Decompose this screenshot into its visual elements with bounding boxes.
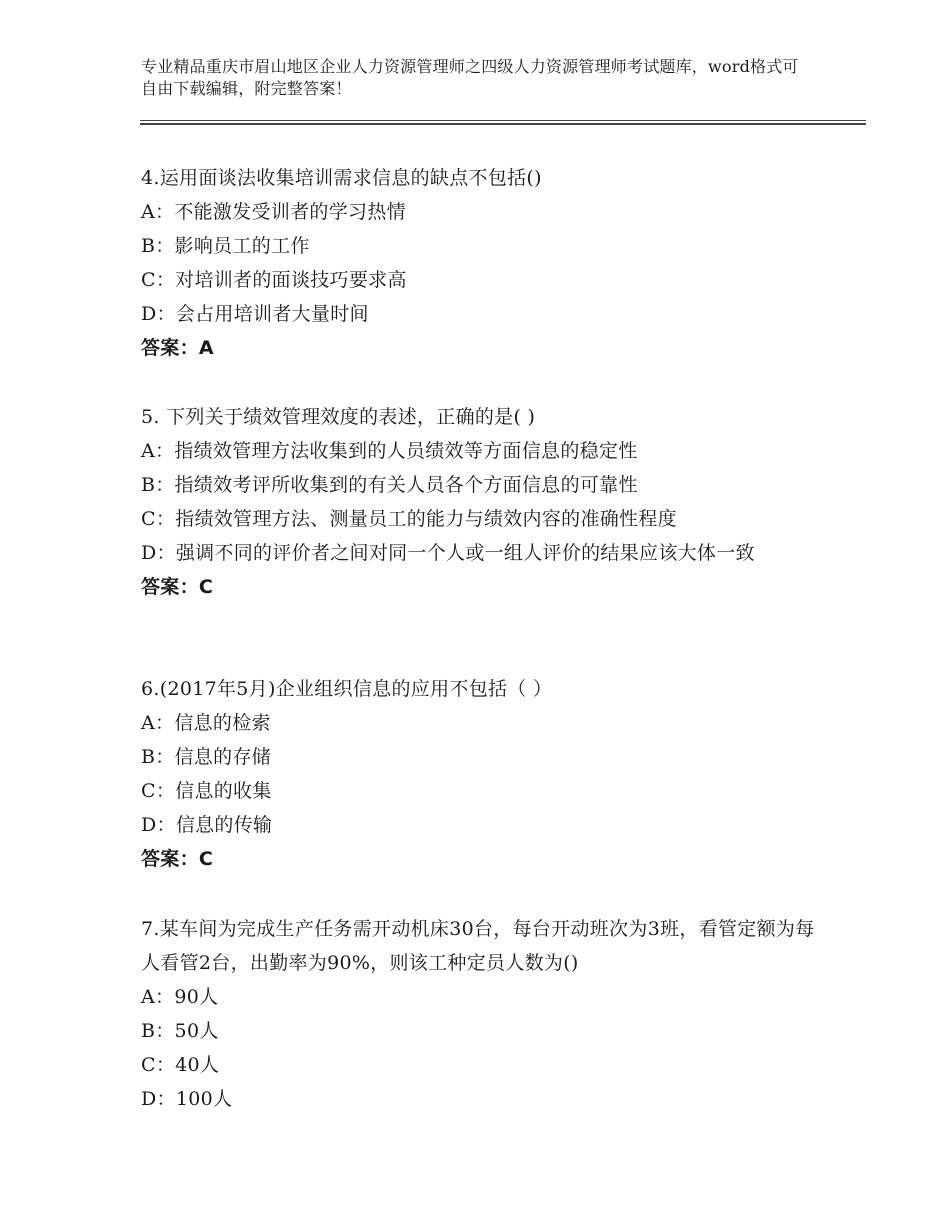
option-a: A：90人	[141, 986, 219, 1008]
option-a: A：不能激发受训者的学习热情	[141, 201, 406, 223]
question-title: 4.运用面谈法收集培训需求信息的缺点不包括()	[141, 167, 542, 189]
option-d: D：强调不同的评价者之间对同一个人或一组人评价的结果应该大体一致	[141, 542, 755, 564]
question-title: 5. 下列关于绩效管理效度的表述，正确的是( )	[141, 406, 536, 428]
option-d: D：信息的传输	[141, 814, 273, 836]
option-b: B：信息的存储	[141, 746, 272, 768]
option-a: A：指绩效管理方法收集到的人员绩效等方面信息的稳定性	[141, 440, 638, 462]
option-c: C：对培训者的面谈技巧要求高	[141, 269, 407, 291]
header-divider	[140, 120, 866, 125]
question-7	[141, 912, 821, 1116]
answer-label: 答案：C	[141, 576, 214, 598]
option-b: B：指绩效考评所收集到的有关人员各个方面信息的可靠性	[141, 474, 638, 496]
option-c: C：信息的收集	[141, 780, 272, 802]
document-header	[141, 56, 801, 100]
answer-label: 答案：C	[141, 848, 214, 870]
question-4	[141, 161, 821, 365]
header-text: 专业精品重庆市眉山地区企业人力资源管理师之四级人力资源管理师考试题库，word格式可自由下载编辑，附完整答案！	[141, 57, 799, 98]
option-b: B：影响员工的工作	[141, 235, 310, 257]
option-d: D：100人	[141, 1088, 233, 1110]
question-title: 6.(2017年5月)企业组织信息的应用不包括（ ）	[141, 678, 553, 700]
question-title: 7.某车间为完成生产任务需开动机床30台，每台开动班次为3班，看管定额为每人看管2台，出勤率为90%，则该工种定员人数为()	[141, 918, 815, 974]
option-c: C：指绩效管理方法、测量员工的能力与绩效内容的准确性程度	[141, 508, 677, 530]
question-6	[141, 672, 821, 876]
question-5	[141, 400, 821, 604]
answer-label: 答案：A	[141, 337, 214, 359]
option-d: D：会占用培训者大量时间	[141, 303, 369, 325]
option-c: C：40人	[141, 1054, 220, 1076]
option-b: B：50人	[141, 1020, 219, 1042]
option-a: A：信息的检索	[141, 712, 271, 734]
